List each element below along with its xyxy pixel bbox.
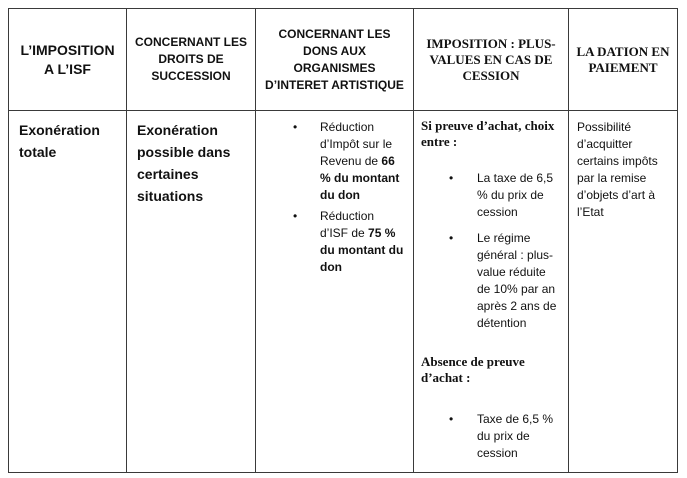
dons-item-isf-amount: 75 % du montant du don <box>320 226 404 274</box>
isf-text: Exonération totale <box>19 122 100 160</box>
dons-item-isf <box>320 208 405 276</box>
dons-item-ir <box>320 119 405 204</box>
tax-benefits-table <box>8 8 678 473</box>
header-isf <box>9 9 127 111</box>
cell-dons <box>256 111 414 473</box>
absence-item: • Taxe de 6,5 % du prix de cession <box>477 411 558 462</box>
preuve-item: • Le régime général : plus-value réduite de 10% par an après 2 ans de détention <box>477 230 558 332</box>
cell-plus-values <box>414 111 569 473</box>
succession-text: Exonération possible dans certaines situations <box>137 122 231 204</box>
header-succession <box>127 9 256 111</box>
dons-item-isf-text: Réduction d’ISF de <box>320 209 375 240</box>
preuve-title: Si preuve d’achat, choix entre : <box>421 118 555 149</box>
header-isf-line1: L’IMPOSITION <box>20 41 115 58</box>
cell-isf <box>9 111 127 473</box>
header-succession-text: CONCERNANT LES DROITS DE SUCCESSION <box>134 35 247 83</box>
header-dation <box>569 9 678 111</box>
dation-text: Possibilité d’acquitter certains impôts par la remise d’objets d’art à l’Etat <box>577 120 658 219</box>
preuve-item: • La taxe de 6,5 % du prix de cession <box>477 170 558 221</box>
dons-item-ir-text: Réduction d’Impôt sur le Revenu de <box>320 120 393 168</box>
header-isf-line2: A L’ISF <box>44 60 91 77</box>
preuve-list <box>421 170 562 332</box>
absence-title: Absence de preuve d’achat : <box>421 354 525 385</box>
body-row <box>9 111 678 473</box>
cell-dation <box>569 111 678 473</box>
header-dons <box>256 9 414 111</box>
header-row <box>9 9 678 111</box>
cell-succession <box>127 111 256 473</box>
absence-list <box>421 411 562 462</box>
header-plus-values <box>414 9 569 111</box>
header-dation-text: LA DATION EN PAIEMENT <box>576 43 670 75</box>
header-plus-values-text: IMPOSITION : PLUS-VALUES EN CAS DE CESSION <box>426 35 556 83</box>
header-dons-text: CONCERNANT LES DONS AUX ORGANISMES D’INTERET ARTISTIQUE <box>265 26 404 92</box>
dons-item-ir-amount: 66 % du montant du don <box>320 154 400 202</box>
dons-list <box>320 119 405 276</box>
